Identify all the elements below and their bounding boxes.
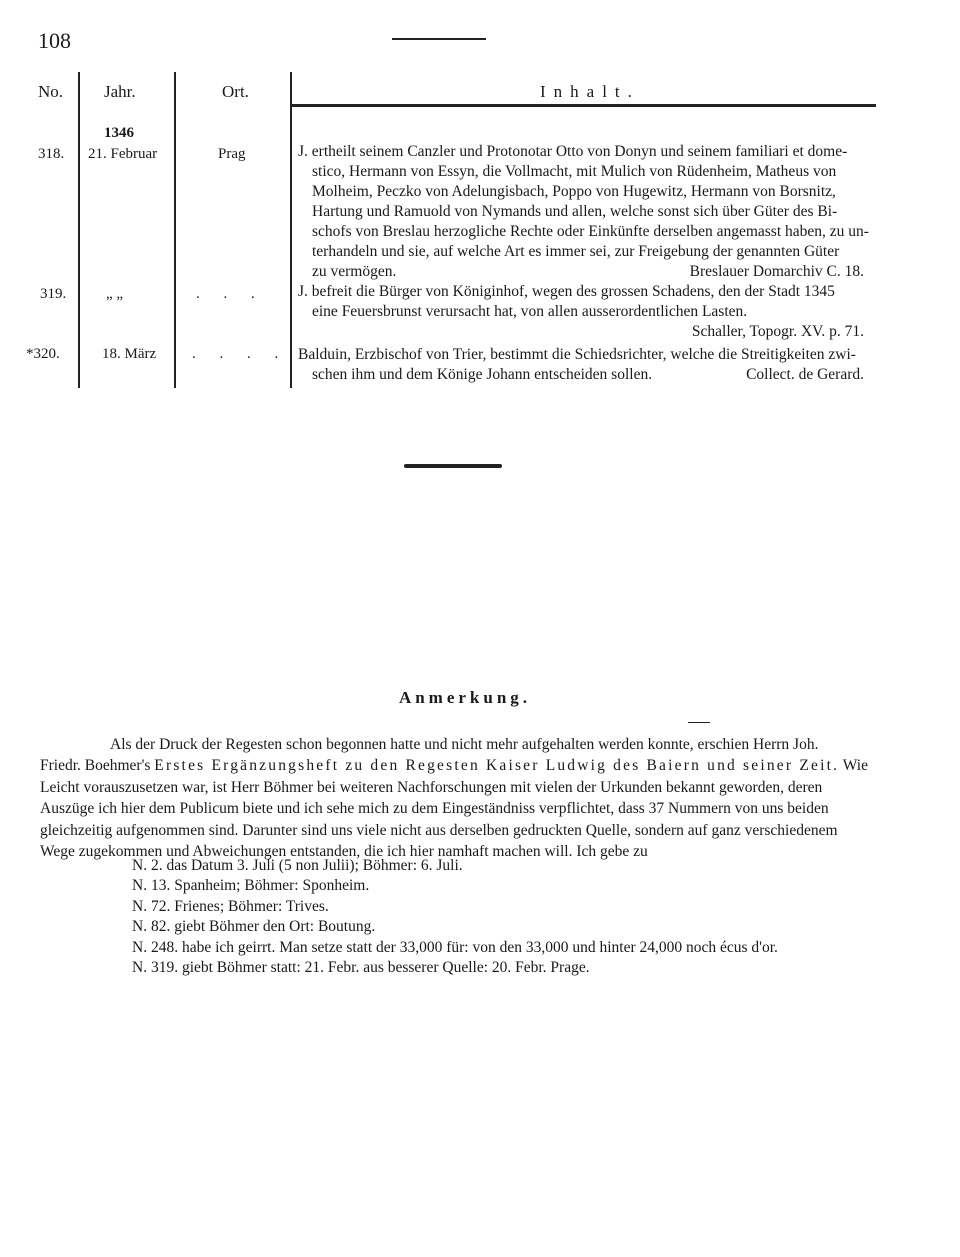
header-rule — [392, 38, 486, 40]
entry-line-text: schen ihm und dem Könige Johann entscheiden sollen. — [312, 366, 653, 383]
dot-leader: . . . — [196, 286, 265, 302]
dot-leader: . . . . — [192, 346, 289, 362]
year-heading: 1346 — [104, 125, 134, 141]
column-heading-no: No. — [38, 82, 64, 101]
paragraph-line: Auszüge ich hier dem Publicum biete und ich sehe mich zu dem Eingeständniss verpflichtet, dass 37 Nummern von uns beiden — [40, 800, 829, 818]
correction-item: N. 72. Frienes; Böhmer: Trives. — [132, 897, 329, 915]
paragraph-text: Friedr. Boehmer's — [40, 757, 155, 775]
column-divider — [78, 72, 80, 388]
table-header-rule — [292, 104, 876, 107]
entry-place: Prag — [218, 146, 246, 162]
entry-number: 318. — [38, 146, 65, 162]
entry-line: Balduin, Erzbischof von Trier, bestimmt die Schiedsrichter, welche die Streitigkeiten zwi- — [298, 346, 856, 363]
ditto-marks: „ „ — [106, 286, 124, 302]
entry-source-line — [298, 322, 878, 342]
paragraph-line: Wege zugekommen und Abweichungen entstanden, die ich hier namhaft machen will. Ich gebe zu — [40, 843, 648, 861]
entry-line: stico, Hermann von Essyn, die Vollmacht, mit Mulich von Rüdenheim, Matheus von — [312, 163, 837, 180]
entry-line — [298, 262, 878, 282]
column-heading-jahr: Jahr. — [104, 82, 136, 101]
column-divider — [174, 72, 176, 388]
entry-line-text: zu vermögen. — [312, 263, 397, 280]
entry-line — [298, 365, 878, 385]
paragraph-line — [40, 755, 880, 776]
correction-item: N. 82. giebt Böhmer den Ort: Boutung. — [132, 918, 376, 936]
entry-line: Hartung und Ramuold von Nymands und allen, welche sonst sich über Güter des Bi- — [312, 203, 838, 220]
column-heading-ort: Ort. — [222, 82, 249, 101]
entry-line: Molheim, Peczko von Adelungisbach, Poppo von Hugewitz, Hermann von Borsnitz, — [312, 183, 836, 200]
paragraph-line: Als der Druck der Regesten schon begonnen hatte und nicht mehr aufgehalten werden konnte, erschien Herrn Joh. — [110, 736, 819, 753]
entry-line: eine Feuersbrunst verursacht hat, von allen ausserordentlichen Lasten. — [312, 303, 748, 320]
entry-date: 18. März — [102, 346, 157, 362]
entry-text — [298, 345, 878, 385]
entry-line: schofs von Breslau herzogliche Rechte oder Einkünfte derselben angemasst haben, zu un- — [312, 223, 869, 240]
paragraph-line: Leicht vorauszusetzen war, ist Herr Böhmer bei weiteren Nachforschungen mit vielen der Urkunden bekannt geworden, deren — [40, 778, 823, 796]
entry-date: 21. Februar — [88, 146, 158, 162]
correction-item: N. 248. habe ich geirrt. Man setze statt der 33,000 für: von den 33,000 und hinter 24,000 noch écus d'or. — [132, 938, 778, 956]
entry-source: Schaller, Topogr. XV. p. 71. — [691, 323, 864, 340]
entry-source: Collect. de Gerard. — [746, 366, 864, 383]
entry-line: terhandeln und sie, auf welche Art es immer sei, zur Freigebung der genannten Güter — [312, 243, 840, 260]
correction-item: N. 319. giebt Böhmer statt: 21. Febr. aus besserer Quelle: 20. Febr. Prage. — [132, 959, 590, 977]
paragraph-line: gleichzeitig aufgenommen sind. Darunter sind uns viele nicht aus derselben gedruckten Quelle, sondern auf ganz verschiedenem — [40, 821, 838, 839]
anmerkung-heading: Anmerkung. — [398, 688, 532, 707]
paragraph-text: Wie — [839, 757, 868, 775]
anmerkung-paragraph — [40, 734, 880, 862]
entry-number: 319. — [40, 286, 67, 302]
entry-source: Breslauer Domarchiv C. 18. — [689, 263, 864, 280]
correction-list — [132, 856, 778, 978]
entry-text — [298, 282, 878, 342]
divider-tick — [688, 722, 710, 723]
column-divider — [290, 72, 292, 388]
section-divider — [404, 464, 502, 468]
entry-line: J. ertheilt seinem Canzler und Protonotar Otto von Donyn und seinem familiari et dome- — [298, 143, 848, 160]
entry-number: *320. — [26, 346, 60, 362]
entry-text — [298, 142, 878, 282]
correction-item: N. 13. Spanheim; Böhmer: Sponheim. — [132, 877, 370, 895]
entry-line: J. befreit die Bürger von Königinhof, wegen des grossen Schadens, den der Stadt 1345 — [298, 283, 835, 300]
page-number: 108 — [38, 28, 71, 53]
correction-item: N. 2. das Datum 3. Juli (5 non Julii); Böhmer: 6. Juli. — [132, 857, 463, 874]
column-heading-inhalt: Inhalt. — [540, 82, 640, 101]
book-title: Erstes Ergänzungsheft zu den Regesten Kaiser Ludwig des Baiern und seiner Zeit. — [154, 757, 840, 775]
